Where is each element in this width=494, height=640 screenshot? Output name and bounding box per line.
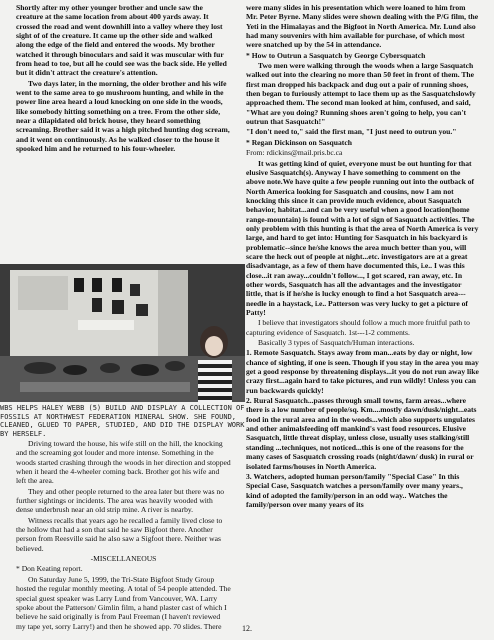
paragraph: Driving toward the house, his wife still on the hill, the knocking and the screaming got louder and more intense. Something in the woods started crashing through the woods in her direction and stopped when it heard the 4-wheeler coming back. Brother got his wife and left the area. bbox=[16, 439, 231, 486]
right-column bbox=[246, 3, 479, 510]
left-column-bottom bbox=[16, 439, 231, 632]
item-title: * How to Outrun a Sasquatch by George Cybersquatch bbox=[246, 50, 426, 60]
paragraph: I believe that investigators should follow a much more fruitful path to capturing evidence of Sasquatch. 1st---1-2 comments. bbox=[246, 318, 470, 337]
left-column bbox=[16, 3, 231, 155]
photo-caption: WBS HELPS HALEY WEBB (5) BUILD AND DISPLAY A COLLECTION OF FOSSILS AT NORTHWEST FEDERATION MINERAL SHOW. SHE FOUND, CLEANED, GLUED TO PAPER, STUDIED, AND DID THE DISPLAY WORK BY HERSELF. bbox=[0, 404, 245, 438]
paragraph: They and other people returned to the area later but there was no further sightings or incidents. The area was heavily wooded with dense underbrush near an old strip mine. A river is nearby. bbox=[16, 486, 225, 515]
paragraph: It was getting kind of quiet, everyone must be out hunting for that elusive Sasquatch(s). Anyway I have something to comment on the above note.We have quite a few people running out into the outback of North America looking for Sasquatch and cousins, now I am not knocking this since it can provide much evidence, about Sasquatch behavior, habitat...and can be very useful when a good location(home range-mountain) is found with a lot of sign of Sasquatch activities. The only problem with this hunting is that the area of North America is very large, and hard to get into: Hunting for Sasquatch in his backyard is problematic--since he/she knows the area much better than you, will scare the heck out of people at night...etc. investigators are at a great disadvantage, as a few of them have documented this, i.e.. I was this close...it ran away...couldn't follow..., I got scared, ran away, etc. In other words, Sasquatch has all the advantages and the investigator little, that is if he/she is lucky enough to find a hot Sasquatch area---needle in a haystack, i.e.. Patterson was very lucky to get a picture of Patty! bbox=[246, 158, 479, 317]
list-item: 3. Watchers, adopted human person/family "Special Case" In this Special Case, Sasquatch watches a person/family over many years., kind of adopted the family/person in an odd way.. Watches the family/person over many years of its bbox=[246, 471, 463, 509]
paragraph: Two days later, in the morning, the older brother and his wife went to the same area to go mushroom hunting, and while in the power line area heard a loud knocking on one side in the woods, like somebody hitting something on a tree. From the other side, near a dilapidated old brick house, they heard something screaming. Brother said it was a high pitched hunting dog scream, and it went on continuously. As he walked closer to the house it spooked him and he returned to his four-wheeler. bbox=[16, 78, 230, 154]
page-number: 12. bbox=[242, 624, 252, 633]
list-item: 2. Rural Sasquatch...passes through small towns, farm areas...where there is a low number of people/sq. Km....mostly dawn/dusk/night...eats food in the rural area and in the woods...which also supports ungulates and other animalsfeeding off mankind's vast food resources. Elusive Sasquatch, little threat display, unless close, usually uses stalking/still standing ...techniques, not noticed...this is one of the reasons for the many cases of Sasquatch crossing roads (night/dawn/ dusk) in rural or isolated farms/houses in North America. bbox=[246, 396, 477, 471]
paragraph: Two men were walking through the woods when a large Sasquatch walked out into the clearing no more than 50 feet in front of them. The first man dropped his backpack and dug out a pair of running shoes, then began to furiously attempt to lace them up as the Sasquatchslowly approached them. The second man looked at him, confused, and said, "What are you doing? Running shoes aren't going to help, you can't outrun that Sasquatch!" bbox=[246, 61, 476, 127]
paragraph: Shortly after my other younger brother and uncle saw the creature at the same location from about 400 yards away. It crossed the road and went downhill into a valley where they lost sight of of the creature. It came up the other side and walked along the edge of the field and entered the woods. My brother watched it through binoculars and said it was muscular with fur from head to toe, but all he could see was the back side. He yelled but it didn't attract the creature's attention. bbox=[16, 3, 227, 78]
paragraph: were many slides in his presentation which were loaned to him from Mr. Peter Byrne. Many slides were shown dealing with the P/G film, the Yeti in the Himalayas and the Bigfoot in North America. Mr. Lund also had many souvenirs with him available for purchase, of which most were snatched up by the 54 in attendance. bbox=[246, 3, 479, 50]
item-title: * Don Keating report. bbox=[16, 564, 83, 574]
paragraph: "I don't need to," said the first man, "I just need to outrun you." bbox=[246, 127, 457, 137]
section-heading: -MISCELLANEOUS bbox=[90, 554, 157, 564]
paragraph: On Saturday June 5, 1999, the Tri-State Bigfoot Study Group hosted the regular monthly meeting. A total of 54 people attended. The special guest speaker was Larry Lund from Vancouver, WA. Larry spoke about the Patterson/ Gimlin film, a hand plaster cast of which I believe he said originally is from Paul Freeman (I haven't reviewed my tape yet, sorry Larry!) and then he showed app. 70 slides. There bbox=[16, 574, 231, 631]
paragraph: Witness recalls that years ago he recalled a family lived close to the hollow that had a son that said he saw Bigfoot there. Another person from Reesville said he also saw a Sigfoot there. Neither was believed. bbox=[16, 515, 223, 553]
email-from: From: rdickins@mail.pris.bc.ca bbox=[246, 148, 343, 158]
photo-image bbox=[0, 264, 245, 402]
list-item: 1. Remote Sasquatch. Stays away from man...eats by day or night, low chance of sighting, if one is seen. Though if you stay in the area you may get a good response by threatening displays...it you do not run away like crazy first...again hard to take pictures, and run wildly! Unless you can run backwards quickly! bbox=[246, 348, 479, 395]
fossil-display-photo bbox=[0, 264, 245, 402]
item-title: * Regan Dickinson on Sasquatch bbox=[246, 137, 352, 147]
paragraph: Basically 3 types of Sasquatch/Human interactions. bbox=[258, 338, 415, 348]
